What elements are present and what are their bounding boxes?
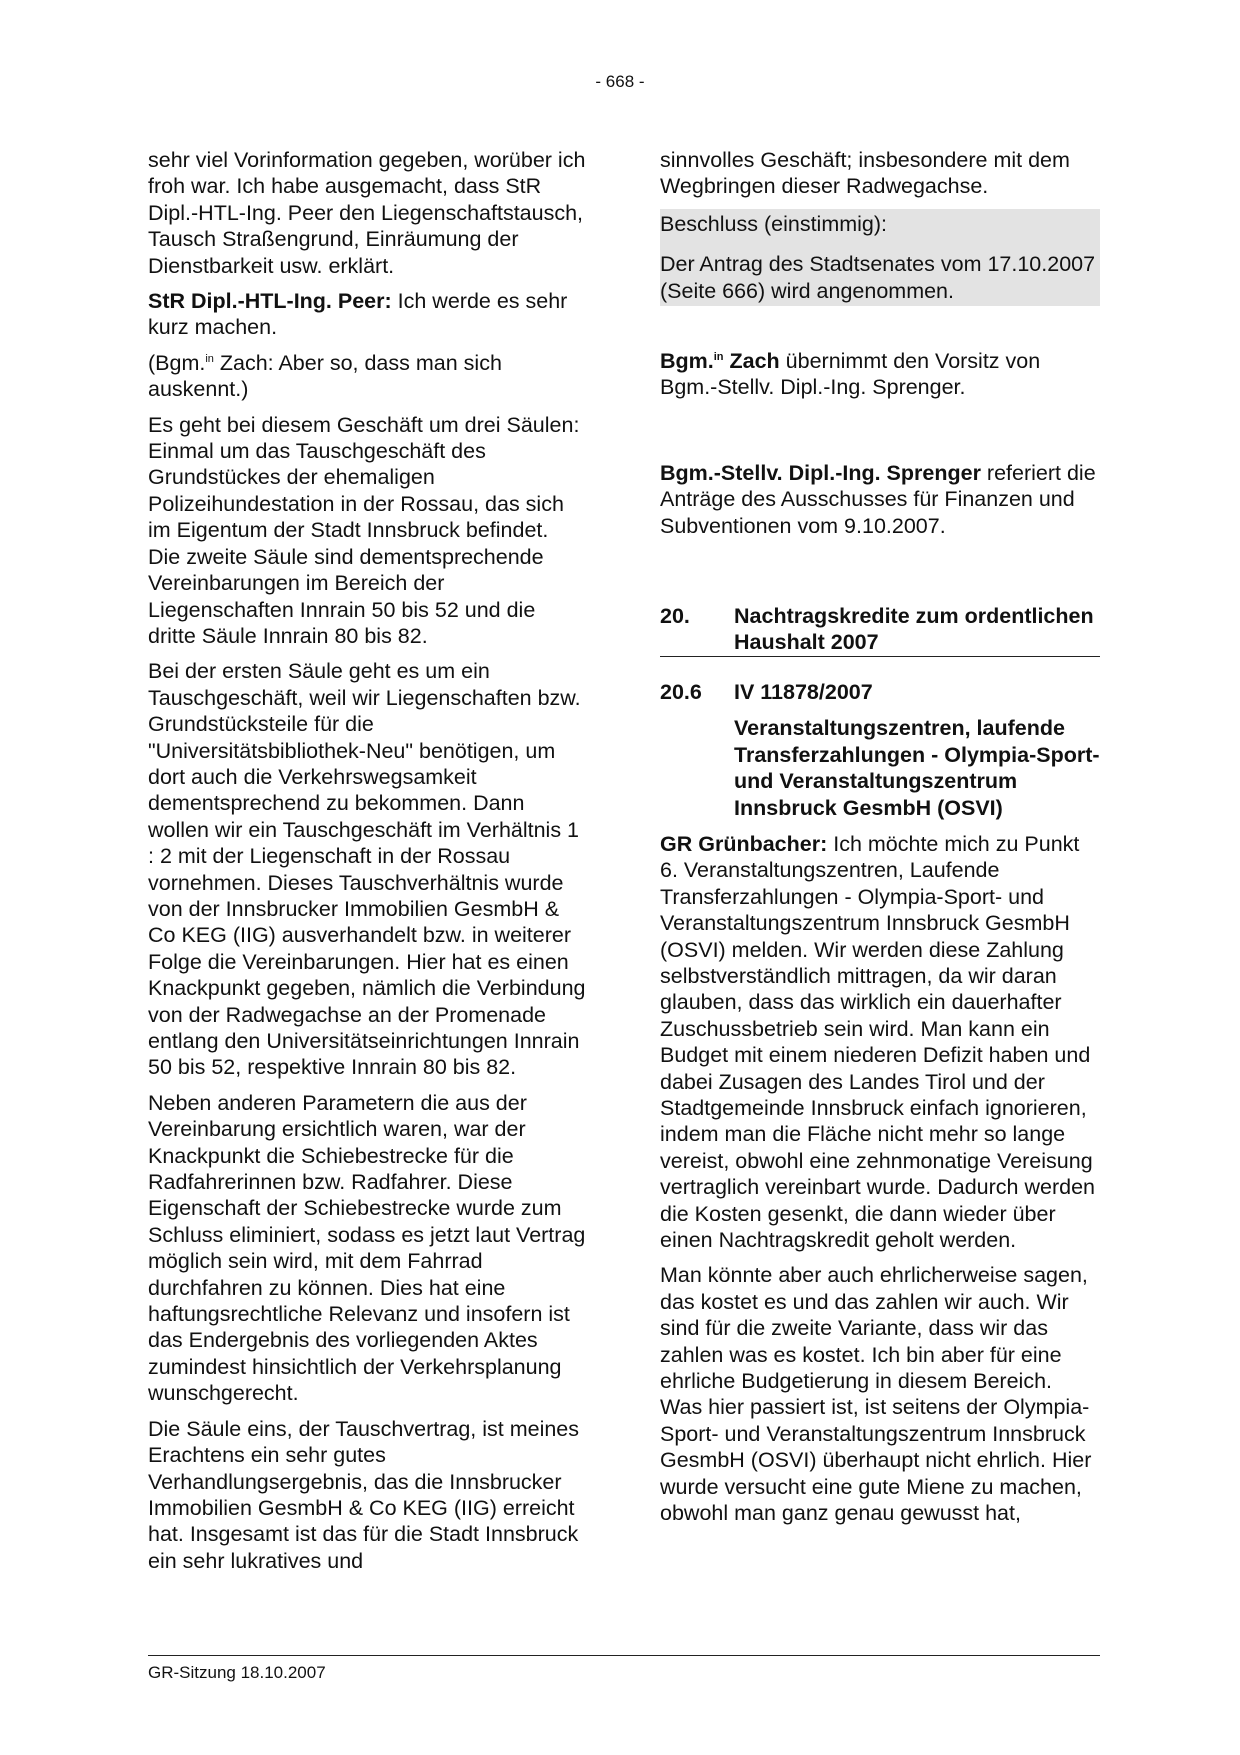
- paragraph: Bei der ersten Säule geht es um ein Tauschgeschäft, weil wir Liegenschaften bzw. Grundstücksteile für die "Universitätsbibliothek-Neu" benötigen, um dort auch die Verkehrswegsamkeit dementsprechend zu bekommen. Dann wollen wir ein Tauschgeschäft im Verhältnis 1 : 2 mit der Liegenschaft in der Rossau vornehmen. Dieses Tauschverhältnis wurde von der Innsbrucker Immobilien GesmbH & Co KEG (IIG) ausverhandelt bzw. in weiterer Folge die Vereinbarungen. Hier hat es einen Knackpunkt gegeben, nämlich die Verbindung von der Radwegachse an der Promenade entlang den Universitätseinrichtungen Innrain 50 bis 52, respektive Innrain 80 bis 82.: [148, 659, 586, 1080]
- superscript: in: [205, 352, 214, 365]
- subsection-number: 20.6: [660, 679, 702, 704]
- section-title: Nachtragskredite zum ordentlichen Haushalt 2007: [734, 604, 1094, 655]
- interjection-text: Zach: Aber so, dass man sich auskennt.): [148, 350, 502, 402]
- speaker-name: StR Dipl.-HTL-Ing. Peer:: [148, 289, 392, 314]
- paragraph: [148, 350, 586, 403]
- paragraph: Es geht bei diesem Geschäft um drei Säulen: Einmal um das Tauschgeschäft des Grundstückes der ehemaligen Polizeihundestation in der Rossau, das sich im Eigentum der Stadt Innsbruck befindet. Die zweite Säule sind dementsprechende Vereinbarungen im Bereich der Liegenschaften Innrain 50 bis 52 und die dritte Säule Innrain 80 bis 82.: [148, 412, 580, 648]
- page-footer: GR-Sitzung 18.10.2007: [148, 1655, 1100, 1683]
- resolution-box: [660, 209, 1100, 306]
- paragraph: [660, 831, 1100, 1254]
- resolution-label: Beschluss (einstimmig):: [660, 209, 1100, 239]
- paragraph: Neben anderen Parametern die aus der Vereinbarung ersichtlich waren, war der Knackpunkt die Schiebestrecke für die Radfahrerinnen bzw. Radfahrer. Diese Eigenschaft der Schiebestrecke wurde zum Schluss eliminiert, sodass es jetzt laut Vertrag möglich sein wird, mit dem Fahrrad durchfahren zu können. Dies hat eine haftungsrechtliche Relevanz und insofern ist das Endergebnis des vorliegenden Aktes zumindest hinsichtlich der Verkehrsplanung wunschgerecht.: [148, 1090, 586, 1406]
- chair-title: Bgm.: [660, 349, 714, 374]
- speaker-name: Bgm.-Stellv. Dipl.-Ing. Sprenger: [660, 460, 981, 485]
- page-number: - 668 -: [595, 72, 645, 91]
- superscript: in: [713, 350, 724, 363]
- interjection-open: (Bgm.: [148, 350, 206, 375]
- subsection-title: Veranstaltungszentren, laufende Transferzahlungen - Olympia-Sport- und Veranstaltungszentrum Innsbruck GesmbH (OSVI): [734, 716, 1100, 820]
- resolution-text: Der Antrag des Stadtsenates vom 17.10.2007 (Seite 666) wird angenommen.: [660, 249, 1100, 306]
- subsection-title-block: [660, 715, 1100, 821]
- chair-name: Zach: [723, 349, 780, 374]
- paragraph: [660, 348, 1100, 401]
- paragraph: [148, 288, 586, 341]
- report-text: referiert die Anträge des Ausschusses für Finanzen und Subventionen vom 9.10.2007.: [660, 460, 1096, 538]
- subsection-id: IV 11878/2007: [734, 679, 873, 704]
- right-column: [660, 147, 1100, 1535]
- subsection-heading: [660, 679, 1100, 705]
- paragraph: Die Säule eins, der Tauschvertrag, ist meines Erachtens ein sehr gutes Verhandlungsergebnis, das die Innsbrucker Immobilien GesmbH & Co KEG (IIG) erreicht hat. Insgesamt ist das für die Stadt Innsbruck ein sehr lukratives und: [148, 1416, 580, 1573]
- paragraph: sehr viel Vorinformation gegeben, worüber ich froh war. Ich habe ausgemacht, dass StR Dipl.-HTL-Ing. Peer den Liegenschaftstausch, Tausch Straßengrund, Einräumung der Dienstbarkeit usw. erklärt.: [148, 148, 586, 278]
- paragraph: Man könnte aber auch ehrlicherweise sagen, das kostet es und das zahlen wir auch. Wir sind für die zweite Variante, dass wir das zahlen was es kostet. Ich bin aber für eine ehrliche Budgetierung in diesem Bereich. Was hier passiert ist, ist seitens der Olympia-Sport- und Veranstaltungszentrum Innsbruck GesmbH (OSVI) überhaupt nicht ehrlich. Hier wurde versucht eine gute Miene zu machen, obwohl man ganz genau gewusst hat,: [660, 1263, 1092, 1526]
- paragraph: sinnvolles Geschäft; insbesondere mit dem Wegbringen dieser Radwegachse.: [660, 148, 1070, 199]
- speech-text: Ich werde es sehr kurz machen.: [148, 289, 568, 340]
- speaker-name: GR Grünbacher:: [660, 831, 828, 856]
- section-number: 20.: [660, 604, 690, 629]
- chair-text: übernimmt den Vorsitz von Bgm.-Stellv. Dipl.-Ing. Sprenger.: [660, 349, 1041, 400]
- paragraph: [660, 460, 1100, 539]
- left-column: [148, 147, 586, 1583]
- section-heading: [660, 603, 1100, 657]
- speech-text: Ich möchte mich zu Punkt 6. Veranstaltungszentren, Laufende Transferzahlungen - Olympia-Sport- und Veranstaltungszentrum Innsbruck GesmbH (OSVI) melden. Wir werden diese Zahlung selbstverständlich mittragen, da wir daran glauben, dass das wirklich ein dauerhafter Zuschussbetrieb sein wird. Man kann ein Budget mit einem niederen Defizit haben und dabei Zusagen des Landes Tirol und der Stadtgemeinde Innsbruck einfach ignorieren, indem man die Fläche nicht mehr so lange vereist, obwohl eine zehnmonatige Vereisung vertraglich vereinbart wurde. Dadurch werden die Kosten gesenkt, die dann wieder über einen Nachtragskredit geholt werden.: [660, 831, 1095, 1252]
